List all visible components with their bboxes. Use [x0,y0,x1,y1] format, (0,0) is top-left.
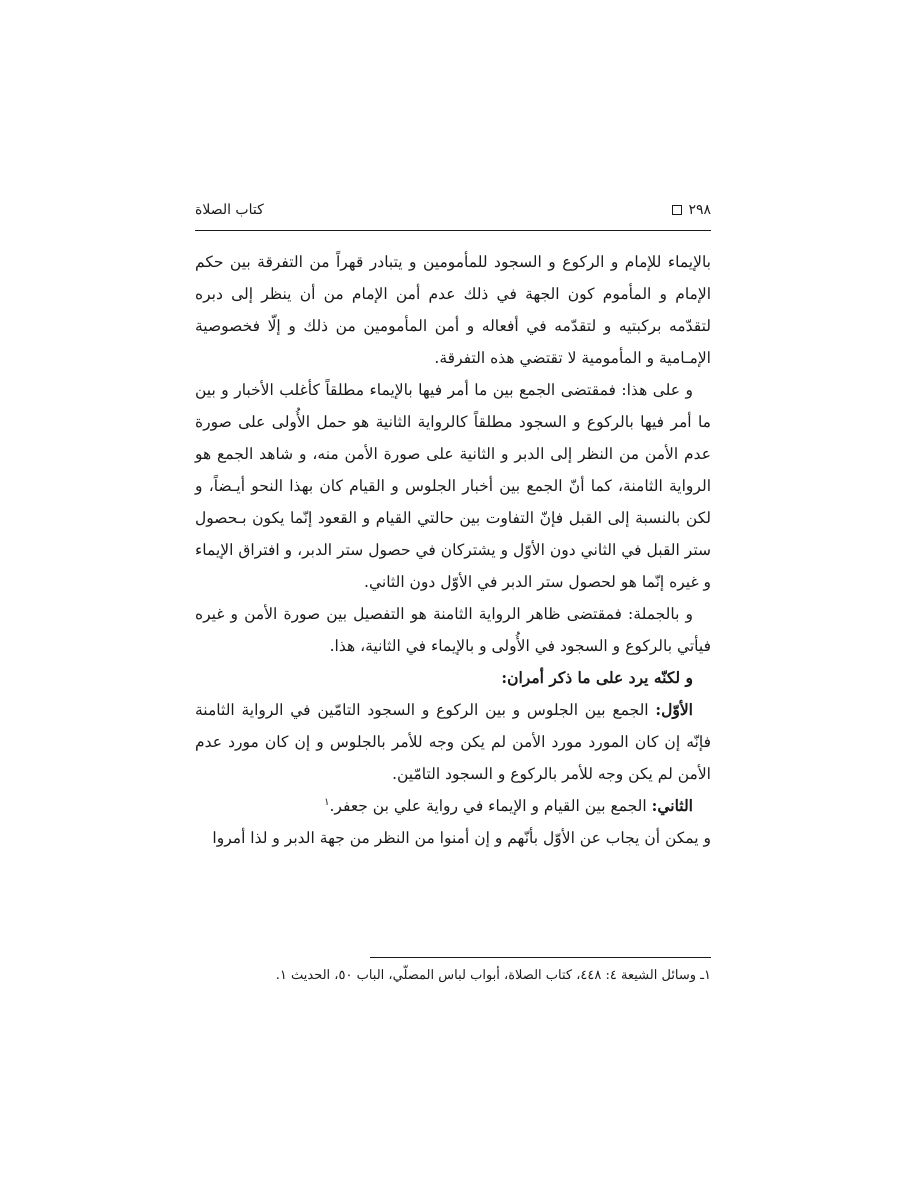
footnote-rule [370,957,711,958]
book-title: كتاب الصلاة [195,202,264,218]
paragraph-first-objection [195,694,711,790]
paragraph-1: بالإيماء للإمام و الركوع و السجود للمأمومين و يتبادر قهراً من التفرقة بين حكم الإمام و المأموم كون الجهة في ذلك عدم أمن الإمام من أن ينظر إلى دبره لتقدّمه بركبتيه و لتقدّمه في أفعاله و أمن المأمومين من ذلك و إلّا فخصوصية الإمـامية و المأمومية لا تقتضي هذه التفرقة. [195,253,711,367]
page-number: ۲۹۸ [688,202,711,218]
first-text: الجمع بين الجلوس و بين الركوع و السجود التامّين في الرواية الثامنة فإنّه إن كان المورد مورد الأمن لم يكن وجه للأمر بالجلوس و إن كان مورد عدم الأمن لم يكن وجه للأمر بالركوع و السجود التامّين. [195,701,711,783]
footnote: ١ـ وسائل الشيعة ٤: ٤٤٨، كتاب الصلاة، أبواب لباس المصلّي، الباب ٥٠، الحديث ١. [275,968,711,983]
square-icon [672,205,682,215]
footnote-ref[interactable]: ١ [324,796,330,808]
second-label: الثاني: [651,796,693,815]
bold-heading-line: و لكنّه يرد على ما ذكر أمران: [501,668,693,687]
header-rule [195,230,711,231]
page-header [195,198,711,224]
paragraph-2: و على هذا: فمقتضى الجمع بين ما أمر فيها بالإيماء مطلقاً كأغلب الأخبار و بين ما أمر فيها بالركوع و السجود مطلقاً كالرواية الثانية هو حمل الأُولى على صورة عدم الأمن من النظر إلى الدبر و الثانية على صورة الأمن منه، و شاهد الجمع هو الرواية الثامنة، كما أنّ الجمع بين أخبار الجلوس و القيام كان بهذا النحو أيـضاً، و لكن بالنسبة إلى القبل فإنّ التفاوت بين حالتي القيام و القعود إنّما يكون بـحصول ستر القبل في الثاني دون الأوّل و يشتركان في حصول ستر الدبر، و افتراق الإيماء و غيره إنّما هو لحصول ستر الدبر في الأوّل دون الثاني. [195,381,711,591]
main-text [195,246,711,854]
paragraph-last: و يمكن أن يجاب عن الأوّل بأنّهم و إن أمنوا من النظر من جهة الدبر و لذا أمروا [212,829,711,847]
paragraph-3: و بالجملة: فمقتضى ظاهر الرواية الثامنة هو التفصيل بين صورة الأمن و غيره فيأتي بالركوع و السجود في الأُولى و بالإيماء في الثانية، هذا. [195,605,711,655]
paragraph-second-objection [195,790,711,822]
page-number-group [672,202,711,218]
second-text: الجمع بين القيام و الإيماء في رواية علي بن جعفر. [329,797,652,815]
first-label: الأوّل: [655,700,693,719]
